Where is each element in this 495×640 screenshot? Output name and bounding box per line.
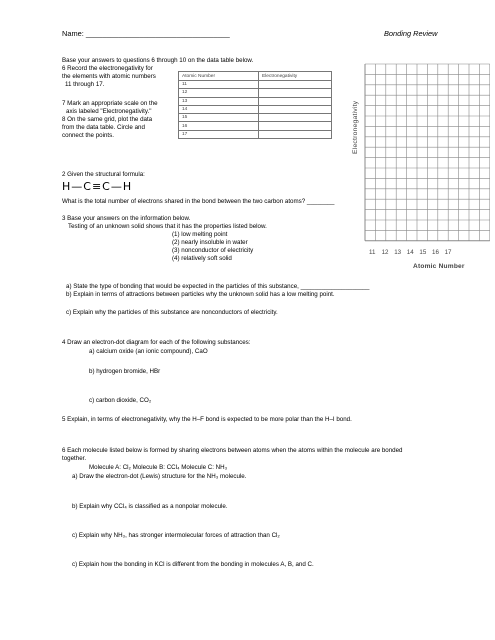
q3-property-4: (4) relatively soft solid (172, 255, 232, 262)
x-tick-label: 17 (444, 249, 452, 256)
table-row (179, 105, 332, 113)
q6-line-2: the elements with atomic numbers (62, 73, 156, 80)
q3-base: 3 Base your answers on the information below. (62, 215, 191, 222)
table-header-atomic-number: Atomic Number (179, 72, 259, 81)
q6-line-1: 6 Record the electronegativity for (62, 65, 153, 72)
q6b-part-b: b) Explain why CCl₄ is classified as a nonpolar molecule. (72, 503, 228, 510)
q4-part-c: c) carbon dioxide, CO₂ (89, 397, 152, 404)
table-cell-electronegativity[interactable] (259, 130, 332, 138)
base-instruction: Base your answers to questions 6 through 10 on the data table below. (62, 57, 254, 64)
x-tick-label: 11 (369, 249, 376, 256)
q6b-molecules: Molecule A: Cl₂ Molecule B: CCl₄ Molecule C: NH₃ (89, 464, 228, 471)
table-cell-electronegativity[interactable] (259, 89, 332, 97)
table-row (179, 97, 332, 105)
table-cell-atomic-number: 16 (179, 122, 259, 130)
q3-part-a: a) State the type of bonding that would be expected in the particles of this substance, ____________________ (66, 283, 370, 290)
x-tick-label: 14 (406, 249, 414, 256)
q2-question: What is the total number of electrons shared in the bond between the two carbon atoms? ________ (62, 198, 335, 205)
q7-line-2: axis labeled "Electronegativity." (66, 108, 152, 115)
q6b-line-1: 6 Each molecule listed below is formed by sharing electrons between atoms when the atoms within the molecule are bonded (62, 447, 403, 454)
structural-formula: H—C≡C—H (62, 180, 133, 193)
q6b-part-a: a) Draw the electron-dot (Lewis) structure for the NH₃ molecule. (72, 473, 247, 480)
q3-part-b: b) Explain in terms of attractions between particles why the unknown solid has a low melting point. (66, 291, 335, 298)
x-tick-label: 16 (432, 249, 439, 256)
table-cell-electronegativity[interactable] (259, 114, 332, 122)
q8-line-1: 8 On the same grid, plot the data (62, 116, 153, 123)
electronegativity-grid[interactable] (364, 63, 490, 248)
x-tick-label: 13 (394, 249, 402, 256)
table-cell-atomic-number: 12 (179, 89, 259, 97)
table-cell-atomic-number: 11 (179, 81, 259, 89)
table-cell-atomic-number: 14 (179, 105, 259, 113)
table-row (179, 122, 332, 130)
table-cell-atomic-number: 13 (179, 97, 259, 105)
table-cell-atomic-number: 17 (179, 130, 259, 138)
table-cell-electronegativity[interactable] (259, 97, 332, 105)
table-cell-atomic-number: 15 (179, 114, 259, 122)
q8-line-3: connect the points. (62, 132, 114, 139)
data-table (178, 71, 332, 139)
x-axis-label: Atomic Number (413, 263, 465, 270)
table-row (179, 114, 332, 122)
table-row (179, 89, 332, 97)
q3-property-2: (2) nearly insoluble in water (172, 239, 248, 246)
q6-line-3: 11 through 17. (65, 81, 105, 88)
q4-part-b: b) hydrogen bromide, HBr (89, 368, 161, 375)
x-tick-label: 15 (419, 249, 427, 256)
table-cell-electronegativity[interactable] (259, 81, 332, 89)
table-row (179, 130, 332, 138)
table-row (179, 81, 332, 89)
data-table-header-row (179, 72, 332, 81)
q4-label: 4 Draw an electron-dot diagram for each of the following substances: (62, 339, 251, 346)
table-cell-electronegativity[interactable] (259, 105, 332, 113)
q7-line-1: 7 Mark an appropriate scale on the (62, 100, 158, 107)
q6b-part-c1: c) Explain why NH₃, has stronger intermolecular forces of attraction than Cl₂ (72, 532, 280, 539)
q5-text: 5 Explain, in terms of electronegativity, why the H–F bond is expected to be more polar than the H–I bond. (62, 416, 352, 423)
q3-intro: Testing of an unknown solid shows that it has the properties listed below. (68, 223, 267, 230)
page-title: Bonding Review (384, 29, 438, 38)
table-cell-electronegativity[interactable] (259, 122, 332, 130)
x-tick-label: 12 (381, 249, 389, 256)
q4-part-a: a) calcium oxide (an ionic compound), CaO (89, 348, 208, 355)
q3-property-1: (1) low melting point (172, 231, 228, 238)
q3-part-c: c) Explain why the particles of this substance are nonconductors of electricity. (66, 309, 278, 316)
y-axis-label: Electronegativity (352, 100, 359, 154)
q6b-part-c2: c) Explain how the bonding in KCl is different from the bonding in molecules A, B, and C. (72, 561, 314, 568)
q6b-line-2: together. (62, 455, 87, 462)
q2-label: 2 Given the structural formula: (62, 171, 145, 178)
q3-property-3: (3) nonconductor of electricity (172, 247, 254, 254)
q8-line-2: from the data table. Circle and (62, 124, 145, 131)
name-field-label: Name: ___________________________________ (62, 29, 230, 38)
table-header-electronegativity: Electronegativity (259, 72, 332, 81)
